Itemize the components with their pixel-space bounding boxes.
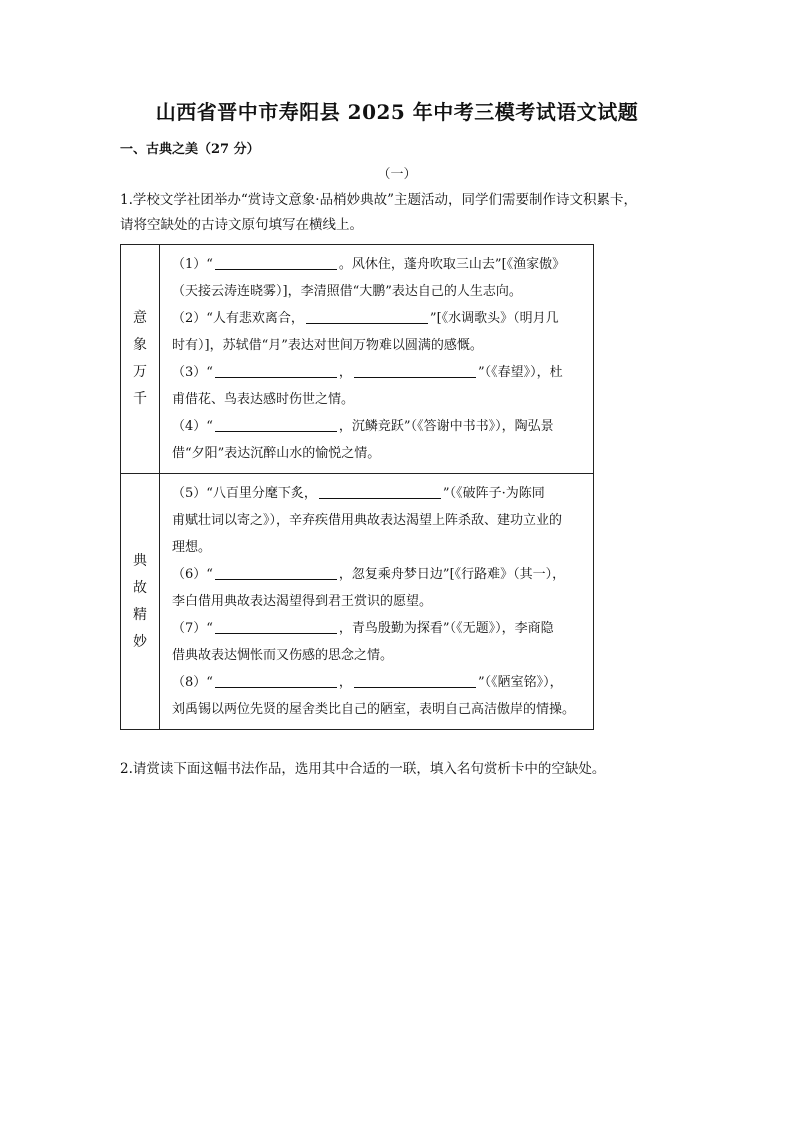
fill-blank[interactable] [215, 253, 337, 270]
item-text: （5）“八百里分麾下炙， [172, 486, 317, 501]
section-heading: 一、古典之美（27 分） [120, 142, 260, 157]
fill-blank[interactable] [215, 563, 337, 580]
item-text: ， [338, 365, 352, 380]
item-6-line-2: 李白借用典故表达渴望得到君王赏识的愿望。 [172, 594, 433, 609]
label-char: 精 [133, 606, 147, 623]
fill-blank[interactable] [354, 361, 476, 378]
group-row-imagery [121, 245, 594, 474]
item-text: ”[《水调歌头》（明月几 [429, 311, 559, 326]
item-text: ，沉鳞竞跃”（《答谢中书书》），陶弘景 [338, 419, 554, 434]
question-1-line-2: 请将空缺处的古诗文原句填写在横线上。 [120, 217, 363, 233]
poetry-card-table [120, 244, 594, 730]
item-text: （3）“ [172, 365, 213, 380]
group-label-imagery [121, 245, 160, 474]
question-1-line-1: 1.学校文学社团举办“赏诗文意象·品梢妙典故”主题活动，同学们需要制作诗文积累卡， [120, 192, 637, 208]
item-8-line-2: 刘禹锡以两位先贤的屋舍类比自己的陋室，表明自己高洁傲岸的情操。 [172, 702, 576, 717]
item-text: ， [338, 675, 352, 690]
group-items-imagery [160, 245, 594, 474]
item-text: （8）“ [172, 675, 213, 690]
item-text: ”（《陋室铭》）， [477, 675, 563, 690]
label-char: 妙 [133, 633, 147, 650]
item-5-line-1 [172, 480, 589, 507]
item-5-line-2: 甫赋壮词以寄之》），辛弃疾借用典故表达渴望上阵杀敌、建功立业的 [172, 513, 563, 528]
exam-title: 山西省晋中市寿阳县 2025 年中考三模考试语文试题 [155, 100, 639, 124]
label-char: 千 [133, 391, 147, 407]
label-char: 意 [133, 310, 147, 326]
fill-blank[interactable] [215, 617, 337, 634]
label-char: 故 [133, 579, 147, 596]
item-text: ，忽复乘舟梦日边”[《行路难》（其一）， [338, 567, 566, 582]
item-text: （6）“ [172, 567, 213, 582]
fill-blank[interactable] [354, 671, 476, 688]
item-text: ”（《春望》），杜 [477, 365, 563, 380]
label-char: 万 [133, 364, 147, 380]
item-text: ，青鸟殷勤为探看”（《无题》），李商隐 [338, 621, 554, 636]
item-5-line-3: 理想。 [172, 540, 212, 555]
item-8-line-1 [172, 669, 589, 696]
item-3-line-2: 甫借花、鸟表达感时伤世之情。 [172, 392, 355, 407]
item-3-line-1 [172, 359, 589, 386]
subsection-heading: （一） [377, 167, 417, 182]
item-7-line-1 [172, 615, 589, 642]
item-text: （1）“ [172, 257, 213, 272]
fill-blank[interactable] [215, 671, 337, 688]
group-items-allusion [160, 474, 594, 730]
item-1-line-1 [172, 251, 589, 278]
group-row-allusion [121, 474, 594, 730]
item-text: （2）“人有悲欢离合， [172, 311, 304, 326]
item-2-line-1 [172, 305, 589, 332]
item-7-line-2: 借典故表达惆怅而又伤感的思念之情。 [172, 648, 394, 663]
item-text: ”（《破阵子·为陈同 [442, 486, 545, 501]
item-4-line-1 [172, 413, 589, 440]
group-label-allusion [121, 474, 160, 730]
item-1-line-2: （天接云涛连晓雾）]，李清照借“大鹏”表达自己的人生志向。 [172, 284, 522, 299]
label-char: 象 [133, 337, 147, 353]
item-text: （7）“ [172, 621, 213, 636]
fill-blank[interactable] [215, 415, 337, 432]
item-4-line-2: 借“夕阳”表达沉醉山水的愉悦之情。 [172, 446, 381, 461]
item-text: （4）“ [172, 419, 213, 434]
fill-blank[interactable] [319, 482, 441, 499]
question-1-prompt [120, 188, 682, 238]
question-2-prompt: 2.请赏读下面这幅书法作品，选用其中合适的一联，填入名句赏析卡中的空缺处。 [120, 761, 606, 777]
fill-blank[interactable] [306, 307, 428, 324]
item-2-line-2: 时有）]，苏轼借“月”表达对世间万物难以圆满的感慨。 [172, 338, 483, 353]
item-6-line-1 [172, 561, 589, 588]
fill-blank[interactable] [215, 361, 337, 378]
item-text: 。风休住，蓬舟吹取三山去”[《渔家傲》 [338, 257, 566, 272]
label-char: 典 [133, 552, 147, 569]
